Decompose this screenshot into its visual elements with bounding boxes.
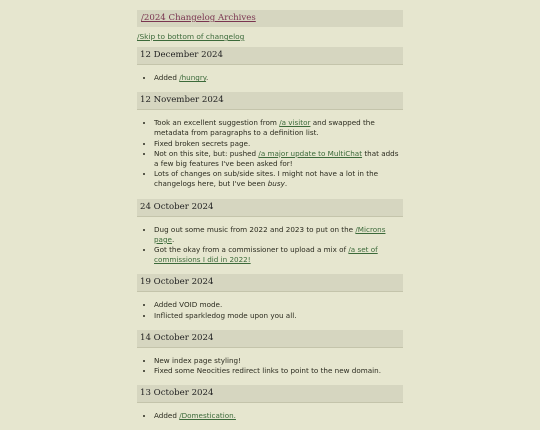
entry-date: 19 October 2024 [137, 274, 403, 292]
entry-link[interactable]: /hungry [179, 73, 207, 82]
changelog-entry [137, 385, 403, 421]
list-item: • Took an excellent suggestion from /a visitor and swapped the metadata from paragraphs to a definition list. [154, 118, 403, 138]
skip-link-row [137, 32, 403, 42]
entry-link[interactable]: /a set of commissions I did in 2022! [154, 245, 378, 265]
entry-link[interactable]: /a visitor [279, 118, 311, 128]
entry-link[interactable]: /Domestication. [179, 411, 236, 421]
entry-date: 13 October 2024 [137, 385, 403, 403]
list-item: • Inflicted sparkledog mode upon you all. [154, 311, 403, 321]
entry-list [137, 118, 403, 189]
list-item: • Added /Domestication. [154, 411, 403, 421]
list-item: • Added VOID mode. [154, 300, 403, 310]
list-item: • Fixed some Neocities redirect links to point to the new domain. [154, 366, 403, 376]
entry-list [137, 300, 403, 320]
list-item: • Fixed broken secrets page. [154, 139, 403, 149]
entry-list [137, 225, 403, 266]
changelog-entries [137, 47, 403, 421]
changelog-entry [137, 274, 403, 320]
list-item: • Lots of changes on sub/side sites. I might not have a lot in the changelogs here, but I've been busy. [154, 169, 403, 189]
list-item: • New index page styling! [154, 356, 403, 366]
changelog-entry [137, 47, 403, 83]
entry-list [137, 411, 403, 421]
list-item: • Got the okay from a commissioner to upload a mix of /a set of commissions I did in 2022! [154, 245, 403, 265]
emphasis-text: busy [267, 179, 285, 189]
entry-date: 14 October 2024 [137, 330, 403, 348]
entry-date: 12 December 2024 [137, 47, 403, 65]
entry-date: 12 November 2024 [137, 92, 403, 110]
entry-list [137, 356, 403, 376]
changelog-entry [137, 199, 403, 266]
entry-link[interactable]: /Microns page [154, 224, 386, 244]
changelog-entry [137, 330, 403, 376]
list-item: • Dug out some music from 2022 and 2023 to put on the /Microns page. [154, 225, 403, 245]
entry-link[interactable]: /a major update to MultiChat [258, 148, 363, 158]
entry-list [137, 73, 403, 83]
archive-title-link[interactable]: /2024 Changelog Archives [141, 13, 256, 23]
skip-to-bottom-link[interactable]: /Skip to bottom of changelog [137, 32, 245, 41]
changelog-entry [137, 92, 403, 189]
changelog-page [137, 10, 403, 430]
archive-header [137, 10, 403, 27]
entry-date: 24 October 2024 [137, 199, 403, 217]
list-item: • Not on this site, but: pushed /a major update to MultiChat that adds a few big features I've been asked for! [154, 149, 403, 169]
list-item: • Added /hungry. [154, 73, 403, 83]
